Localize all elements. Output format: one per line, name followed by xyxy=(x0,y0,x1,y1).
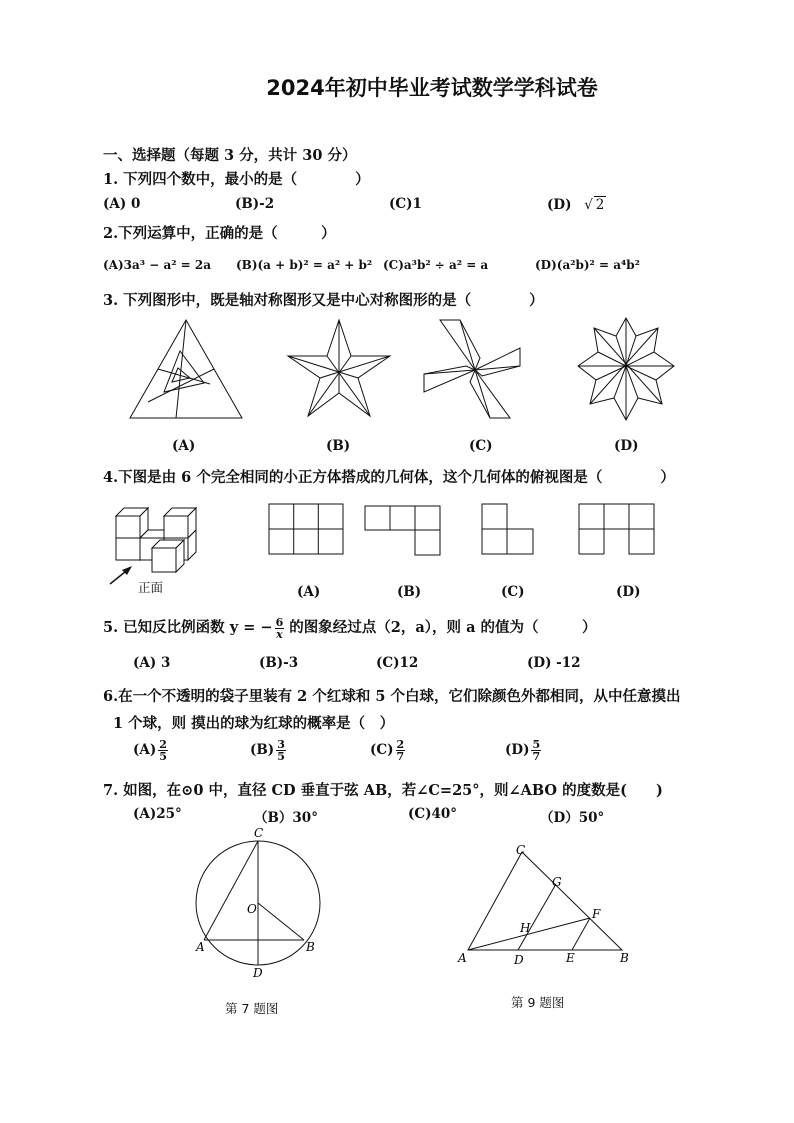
q6-b-den: 5 xyxy=(277,750,285,763)
q5-option-b: (B)-3 xyxy=(259,655,299,671)
q6-c-den: 7 xyxy=(396,750,405,763)
q4-option-a: (A) xyxy=(297,584,321,600)
q7-option-c: (C)40° xyxy=(408,806,458,822)
q1-option-b: (B)-2 xyxy=(235,196,275,212)
q2-option-a: (A)3a³ − a² = 2a xyxy=(103,258,212,272)
q4-option-b: (B) xyxy=(397,584,422,600)
q3-figure-c xyxy=(420,318,530,422)
fig9-label-g: G xyxy=(552,875,562,889)
q2-stem: 2.下列运算中，正确的是（ ） xyxy=(103,225,336,242)
q6-b-num: 3 xyxy=(277,738,285,751)
q6-d-den: 7 xyxy=(532,750,541,763)
q6-option-b-label: (B) xyxy=(250,742,275,758)
fig7-label-b: B xyxy=(306,940,315,954)
q3-figure-a xyxy=(128,318,246,422)
fig9-label-h: H xyxy=(520,921,531,935)
fig9-label-e: E xyxy=(566,951,575,965)
q6-option-d-label: (D) xyxy=(505,742,530,758)
fig9-label-f: F xyxy=(592,907,601,921)
q2-option-b: (B)(a + b)² = a² + b² xyxy=(236,258,373,272)
figure-7-circle-diagram xyxy=(190,825,330,985)
q7-option-d: （D）50° xyxy=(540,810,605,826)
q3-option-d: (D) xyxy=(614,438,639,454)
q5-option-c: (C)12 xyxy=(376,655,419,671)
fig9-label-b: B xyxy=(620,951,629,965)
q3-figure-d xyxy=(574,316,678,424)
q4-view-c xyxy=(481,503,535,555)
q5-stem-pre: 5. 已知反比例函数 y = − xyxy=(103,619,273,636)
fig7-label-o: O xyxy=(247,902,257,916)
q6-stem-line2: 1 个球，则 摸出的球为红球的概率是（ ） xyxy=(113,715,395,732)
q4-stem: 4.下图是由 6 个完全相同的小正方体搭成的几何体，这个几何体的俯视图是（ ） xyxy=(103,469,675,486)
q6-a-num: 2 xyxy=(159,738,167,751)
q6-option-c-label: (C) xyxy=(370,742,394,758)
q4-front-label: 正面 xyxy=(138,580,164,595)
q5-fraction xyxy=(275,617,285,640)
q4-view-a xyxy=(268,503,344,555)
sqrt-icon: √ xyxy=(584,197,593,213)
q6-d-num: 5 xyxy=(532,738,541,751)
q2-option-c: (C)a³b² ÷ a² = a xyxy=(383,258,489,272)
fig9-label-d: D xyxy=(514,953,524,967)
q5-frac-num: 6 xyxy=(275,615,284,629)
q3-stem: 3. 下列图形中，既是轴对称图形又是中心对称图形的是（ ） xyxy=(103,292,544,309)
q6-option-a-label: (A) xyxy=(133,742,157,758)
q4-option-d: (D) xyxy=(616,584,641,600)
q3-option-b: (B) xyxy=(326,438,351,454)
fig7-label-a: A xyxy=(196,940,205,954)
q5-option-d: (D) -12 xyxy=(527,655,581,671)
fig7-label-c: C xyxy=(254,826,264,840)
q6-a-den: 5 xyxy=(159,750,167,763)
q1-option-d-radicand: 2 xyxy=(595,197,605,213)
q1-option-a: (A) 0 xyxy=(103,196,141,212)
figure-7-caption: 第 7 题图 xyxy=(225,1001,279,1016)
q3-option-a: (A) xyxy=(172,438,196,454)
q1-option-d xyxy=(547,196,606,213)
figure-9-triangle-diagram xyxy=(456,838,636,968)
q7-stem: 7. 如图，在⊙0 中，直径 CD 垂直于弦 AB，若∠C=25°，则∠ABO 的度数是( ) xyxy=(103,782,663,799)
q3-figure-b xyxy=(284,318,394,422)
q6-c-num: 2 xyxy=(396,738,405,751)
q6-option-b xyxy=(250,739,286,762)
q5-frac-den: x xyxy=(276,627,283,641)
q6-stem-line1: 6.在一个不透明的袋子里装有 2 个红球和 5 个白球，它们除颜色外都相同，从中任意摸出 xyxy=(103,688,681,705)
q5-stem-post: 的图象经过点（2，a），则 a 的值为（ ） xyxy=(289,619,597,636)
q1-stem: 1. 下列四个数中，最小的是（ ） xyxy=(103,171,370,188)
q5-stem xyxy=(103,616,597,640)
fig9-label-c: C xyxy=(516,843,526,857)
q2-option-d: (D)(a²b)² = a⁴b² xyxy=(535,258,640,272)
q6-option-d xyxy=(505,739,541,762)
q1-option-c: (C)1 xyxy=(389,196,422,212)
q4-view-d xyxy=(578,503,656,555)
q3-option-c: (C) xyxy=(469,438,493,454)
q4-option-c: (C) xyxy=(501,584,525,600)
q6-option-c xyxy=(370,739,405,762)
q7-option-a: (A)25° xyxy=(133,806,182,822)
section-heading: 一、选择题（每题 3 分，共计 30 分） xyxy=(103,147,357,164)
q6-option-a xyxy=(133,739,168,762)
fig9-label-a: A xyxy=(458,951,467,965)
q1-option-d-label: (D) xyxy=(547,197,572,213)
figure-9-caption: 第 9 题图 xyxy=(511,995,565,1010)
q4-view-b xyxy=(364,505,442,557)
fig7-label-d: D xyxy=(253,966,263,980)
exam-title: 2024年初中毕业考试数学学科试卷 xyxy=(266,76,598,100)
q5-option-a: (A) 3 xyxy=(133,655,171,671)
q4-solid-figure xyxy=(108,500,203,582)
q7-option-b: （B）30° xyxy=(254,810,318,826)
